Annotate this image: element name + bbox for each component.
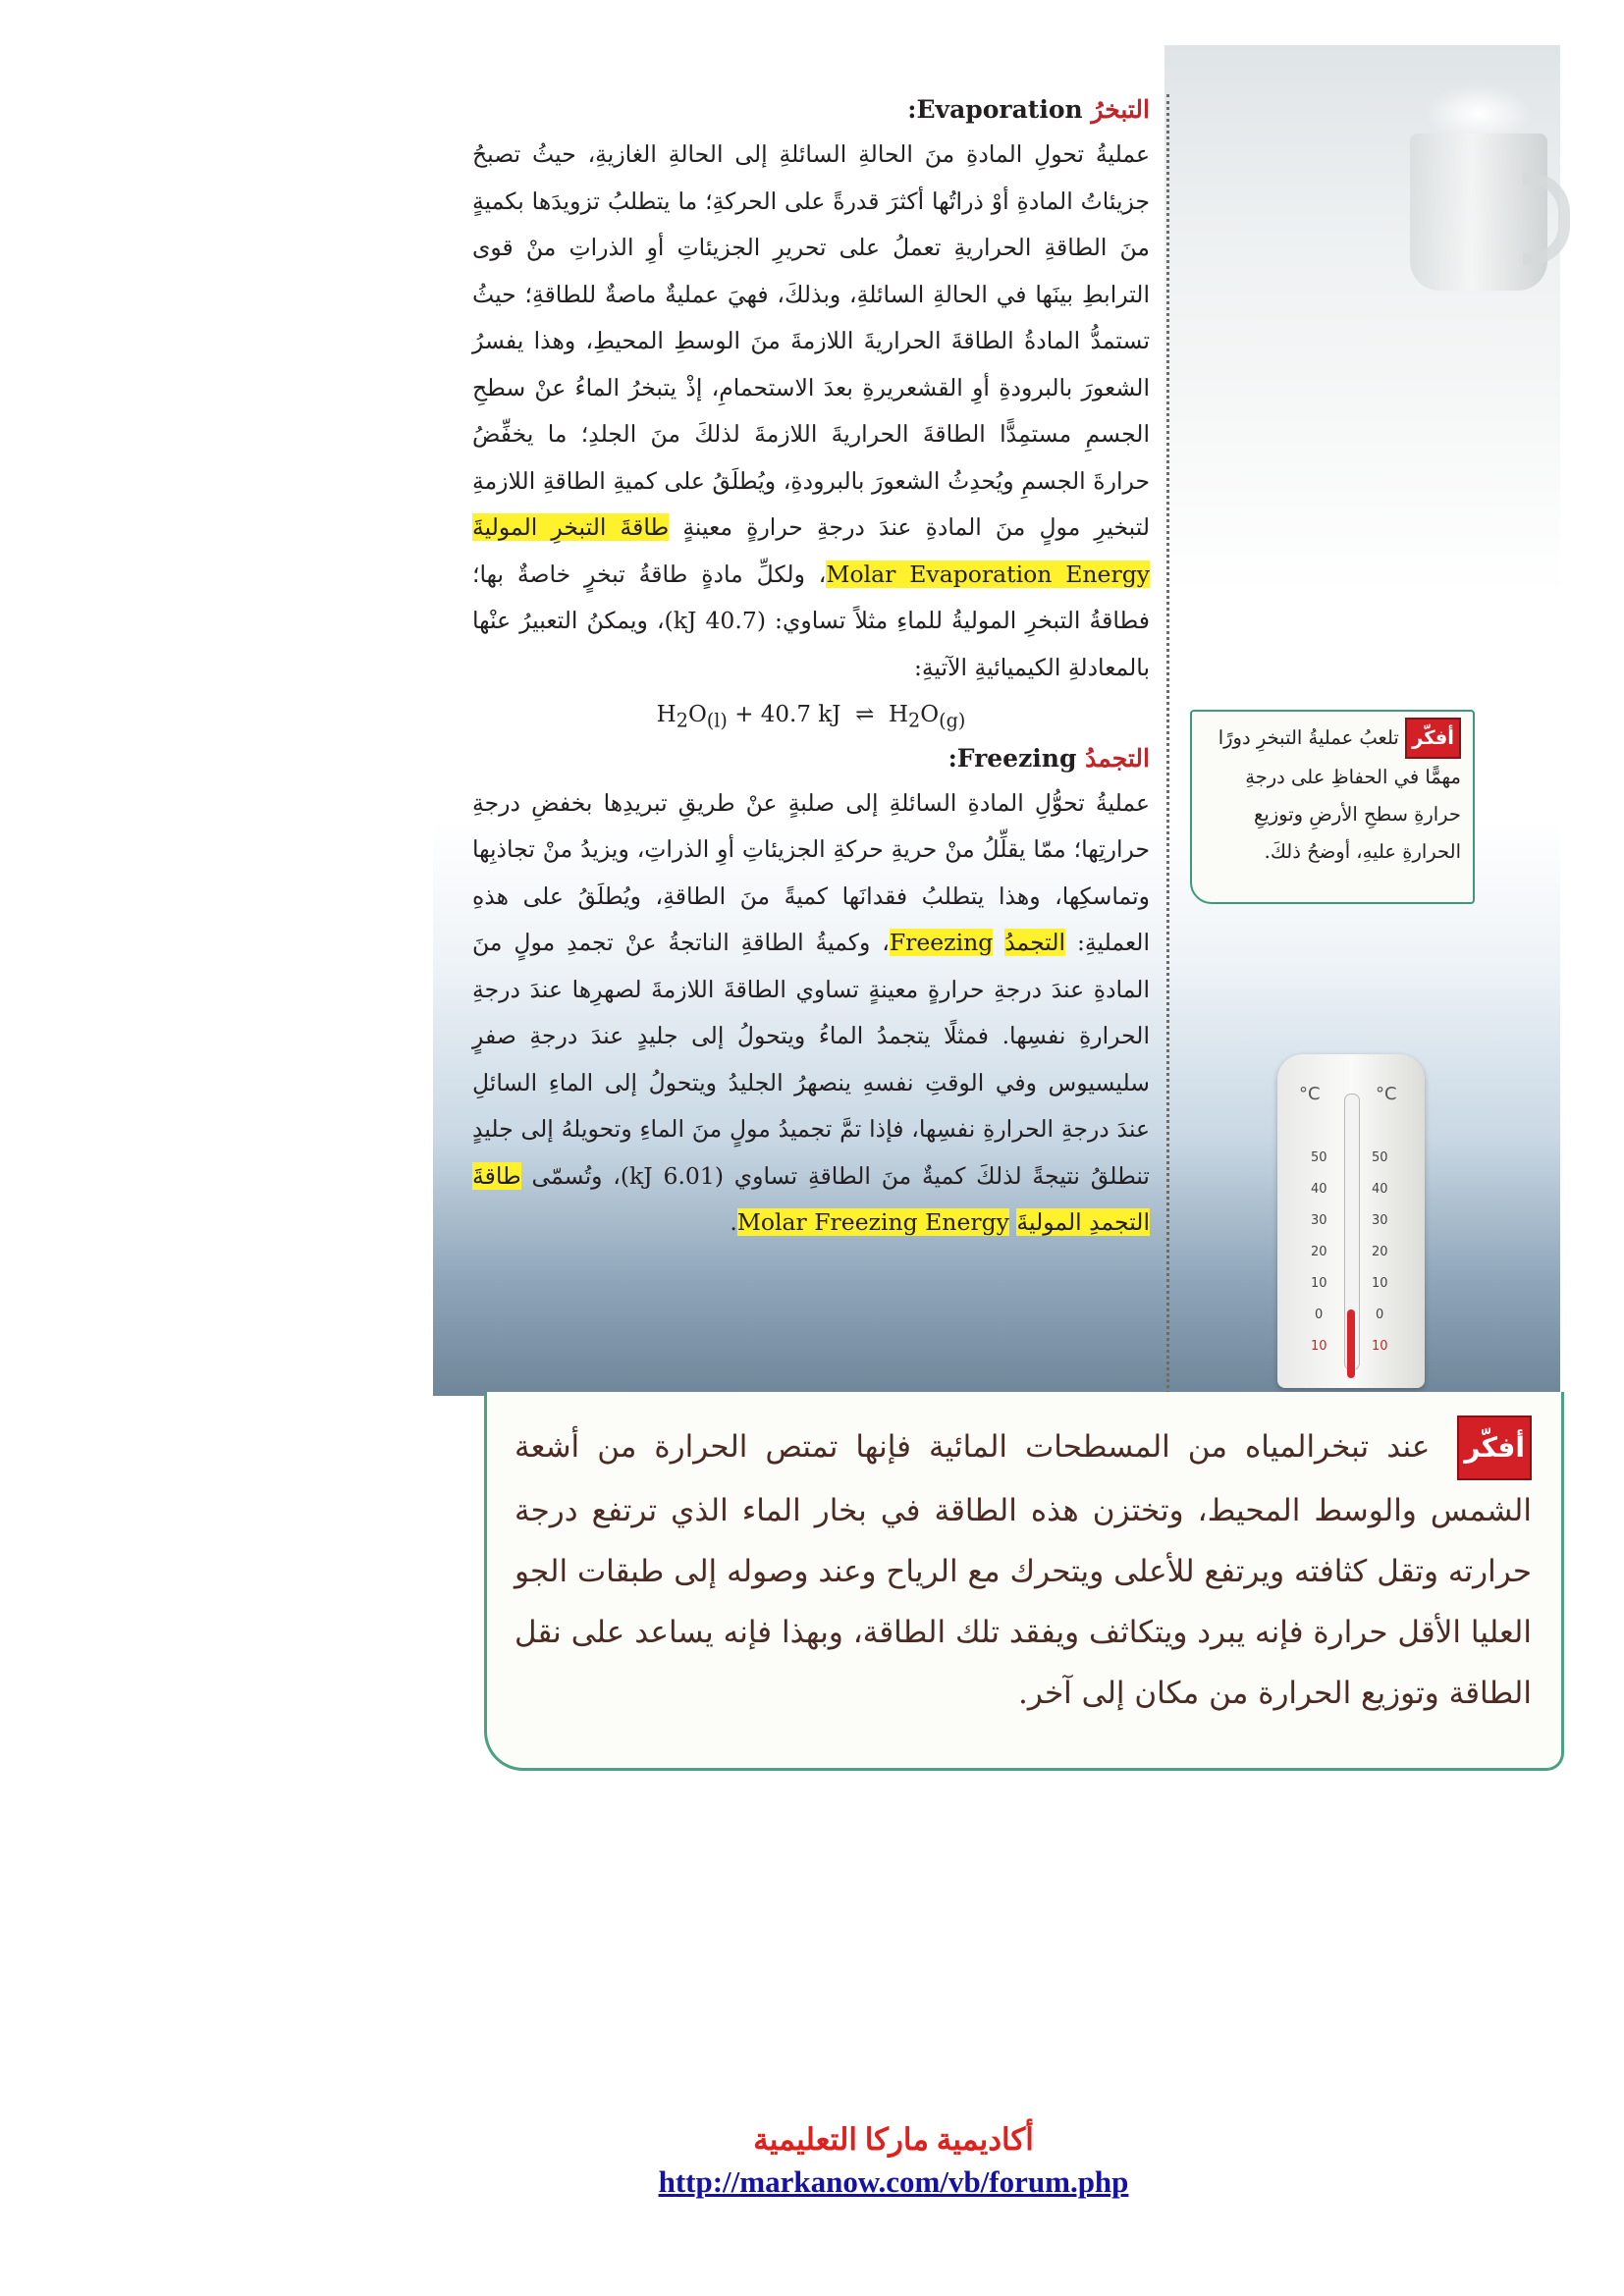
thermometer-tick: 20 xyxy=(1372,1245,1388,1259)
equation-rhs-h: H xyxy=(888,702,909,727)
evaporation-heading-ar: التبخرُ xyxy=(1091,95,1150,124)
evaporation-heading: التبخرُ Evaporation: xyxy=(907,95,1150,124)
term-molar-evaporation-ar: طاقةَ التبخرِ الموليةَ xyxy=(472,513,670,541)
freezing-heading: التجمدُ Freezing: xyxy=(947,743,1150,773)
thermometer-tick: 50 xyxy=(1372,1150,1388,1165)
thermometer-tick: 40 xyxy=(1372,1182,1388,1197)
main-text-column xyxy=(472,94,1150,1247)
thermometer-tick: 10 xyxy=(1311,1339,1327,1354)
thermometer-unit-left: °C xyxy=(1299,1084,1321,1104)
thermometer-tick: 10 xyxy=(1372,1339,1388,1354)
equation-rhs-o: O xyxy=(920,702,940,727)
freezing-text-2: ، وكميةُ الطاقةِ الناتجةُ عنْ تجمدِ مولٍ منَ المادةِ عندَ درجةِ حرارةٍ معينةٍ تساوي الطاقةَ اللازمةَ لصهرِها عندَ درجةِ الحرارةِ نفسِها. فمثلًا يتجمدُ الماءُ ويتحولُ إلى جليدٍ عندَ درجةِ صفرٍ سليسيوس وفي الوقتِ نفسهِ ينصهرُ الجليدُ ويتحولُ إلى الماءِ السائلِ عندَ درجةِ الحرارةِ نفسِها، فإذا تمَّ تجميدُ مولٍ منَ الماءِ وتحويلهُ إلى جليدٍ تنطلقُ نتيجةً لذلكَ كميةٌ منَ الطاقةِ تساوي (6.01 kJ)، وتُسمّى xyxy=(472,929,1150,1190)
think-answer-paragraph xyxy=(514,1415,1532,1724)
forum-link[interactable]: http://markanow.com/vb/forum.php xyxy=(658,2164,1129,2199)
thermometer-illustration xyxy=(1277,1054,1425,1388)
academy-name: أكاديمية ماركا التعليمية xyxy=(753,2122,1034,2157)
equation-lhs-state: (l) xyxy=(706,709,728,732)
mug-handle-illustration xyxy=(1523,173,1570,265)
thermometer-tick: 30 xyxy=(1372,1213,1388,1228)
thermometer-tick: 10 xyxy=(1311,1276,1327,1291)
think-badge: أفكّر xyxy=(1405,718,1461,759)
evaporation-text-1: عمليةُ تحولِ المادةِ منَ الحالةِ السائلةِ إلى الحالةِ الغازيةِ، حيثُ تصبحُ جزيئاتُ المادةِ أوْ ذراتُها أكثرَ قدرةً على الحركةِ؛ ما يتطلبُ تزويدَها بكميةٍ منَ الطاقةِ الحراريةِ تعملُ على تحريرِ الجزيئاتِ أوِ الذراتِ منْ قوى الترابطِ بينَها في الحالةِ السائلةِ، وبذلكَ، فهيَ عمليةٌ ماصةٌ للطاقةِ؛ حيثُ تستمدُّ المادةُ الطاقةَ الحراريةَ اللازمةَ منَ الوسطِ المحيطِ، وهذا يفسرُ الشعورَ بالبرودةِ أوِ القشعريرةِ بعدَ الاستحمامِ، إذْ يتبخرُ الماءُ عنْ سطحِ الجسمِ مستمِدًّا الطاقةَ الحراريةَ اللازمةَ لذلكَ منَ الجلدِ؛ ما يخفِّضُ حرارةَ الجسمِ ويُحدِثُ الشعورَ بالبرودةِ، ويُطلَقُ على كميةِ الطاقةِ اللازمةِ لتبخيرِ مولٍ منَ المادةِ عندَ درجةِ حرارةٍ معينةٍ xyxy=(472,140,1150,541)
side-think-text-block xyxy=(1204,718,1461,871)
evaporation-text-2: ، ولكلِّ مادةٍ طاقةُ تبخرٍ خاصةٌ بها؛ فطاقةُ التبخرِ الموليةُ للماءِ مثلاً تساوي: (40.7 kJ)، ويمكنُ التعبيرُ عنْها بالمعادلةِ الكيميائيةِ الآتيةِ: xyxy=(472,560,1150,681)
thermometer-tick: 40 xyxy=(1311,1182,1327,1197)
term-molar-freezing-ar: طاقةَ التجمدِ الموليةَ xyxy=(472,1161,1150,1237)
term-freezing-ar: التجمدُ xyxy=(1004,929,1066,957)
freezing-heading-en: Freezing xyxy=(956,743,1077,773)
term-molar-evaporation-en: Molar Evaporation Energy xyxy=(826,560,1151,588)
evaporation-equation xyxy=(472,695,1150,741)
freezing-text-1: عمليةُ تحوُّلِ المادةِ السائلةِ إلى صلبةٍ عنْ طريقِ تبريدِها بخفضِ درجةِ حرارتِها؛ ممّا يقلِّلُ منْ حريةِ حركةِ الجزيئاتِ أوِ الذراتِ، ويزيدُ منْ تجاذبِها وتماسكِها، وهذا يتطلبُ فقدانَها كميةً منَ الطاقةِ، ويُطلَقُ على هذهِ العمليةِ: xyxy=(472,788,1150,957)
column-divider xyxy=(1166,94,1169,1429)
equation-rhs-state: (g) xyxy=(939,709,966,732)
equation-arrow: ⇌ xyxy=(855,702,875,727)
thermometer-unit-right: °C xyxy=(1376,1084,1397,1104)
evaporation-heading-en: Evaporation xyxy=(916,95,1083,124)
freezing-text-end: . xyxy=(730,1208,737,1237)
thermometer-mercury xyxy=(1347,1309,1355,1378)
freezing-heading-ar: التجمدُ xyxy=(1085,743,1150,773)
page-footer xyxy=(550,2120,1237,2205)
thermometer-tick: 30 xyxy=(1311,1213,1327,1228)
thermometer-tick: 20 xyxy=(1311,1245,1327,1259)
thermometer-tick: 50 xyxy=(1311,1150,1327,1165)
freezing-paragraph xyxy=(472,780,1150,1247)
side-think-box xyxy=(1190,710,1475,904)
equation-lhs-h: H xyxy=(656,702,677,727)
thermometer-tick: 0 xyxy=(1315,1308,1324,1322)
term-freezing-en: Freezing xyxy=(889,929,994,957)
equation-lhs-sub1: 2 xyxy=(676,709,688,732)
side-think-text: تلعبُ عمليةُ التبخرِ دورًا مهمًّا في الحفاظِ على درجةِ حرارةِ سطحِ الأرضِ وتوزيعِ الحرارةِ عليهِ، أوضحُ ذلكَ. xyxy=(1218,726,1461,863)
think-badge: أفكّر xyxy=(1457,1415,1532,1480)
equation-energy: + 40.7 kJ xyxy=(734,702,841,727)
equation-rhs-sub1: 2 xyxy=(908,709,921,732)
think-answer-box xyxy=(484,1392,1564,1771)
term-molar-freezing-en: Molar Freezing Energy xyxy=(736,1208,1009,1237)
evaporation-paragraph xyxy=(472,132,1150,691)
thermometer-tick: 0 xyxy=(1376,1308,1384,1322)
think-answer-text: عند تبخرالمياه من المسطحات المائية فإنها تمتص الحرارة من أشعة الشمس والوسط المحيط، وتختزن هذه الطاقة في بخار الماء الذي ترتفع درجة حرارته وتقل كثافته ويرتفع للأعلى ويتحرك مع الرياح وعند وصوله إلى طبقات الجو العليا الأقل حرارة فإنه يبرد ويتكاثف ويفقد تلك الطاقة، وبهذا فإنه يساعد على نقل الطاقة وتوزيع الحرارة من مكان إلى آخر. xyxy=(514,1429,1532,1711)
thermometer-tick: 10 xyxy=(1372,1276,1388,1291)
equation-lhs-o: O xyxy=(687,702,707,727)
